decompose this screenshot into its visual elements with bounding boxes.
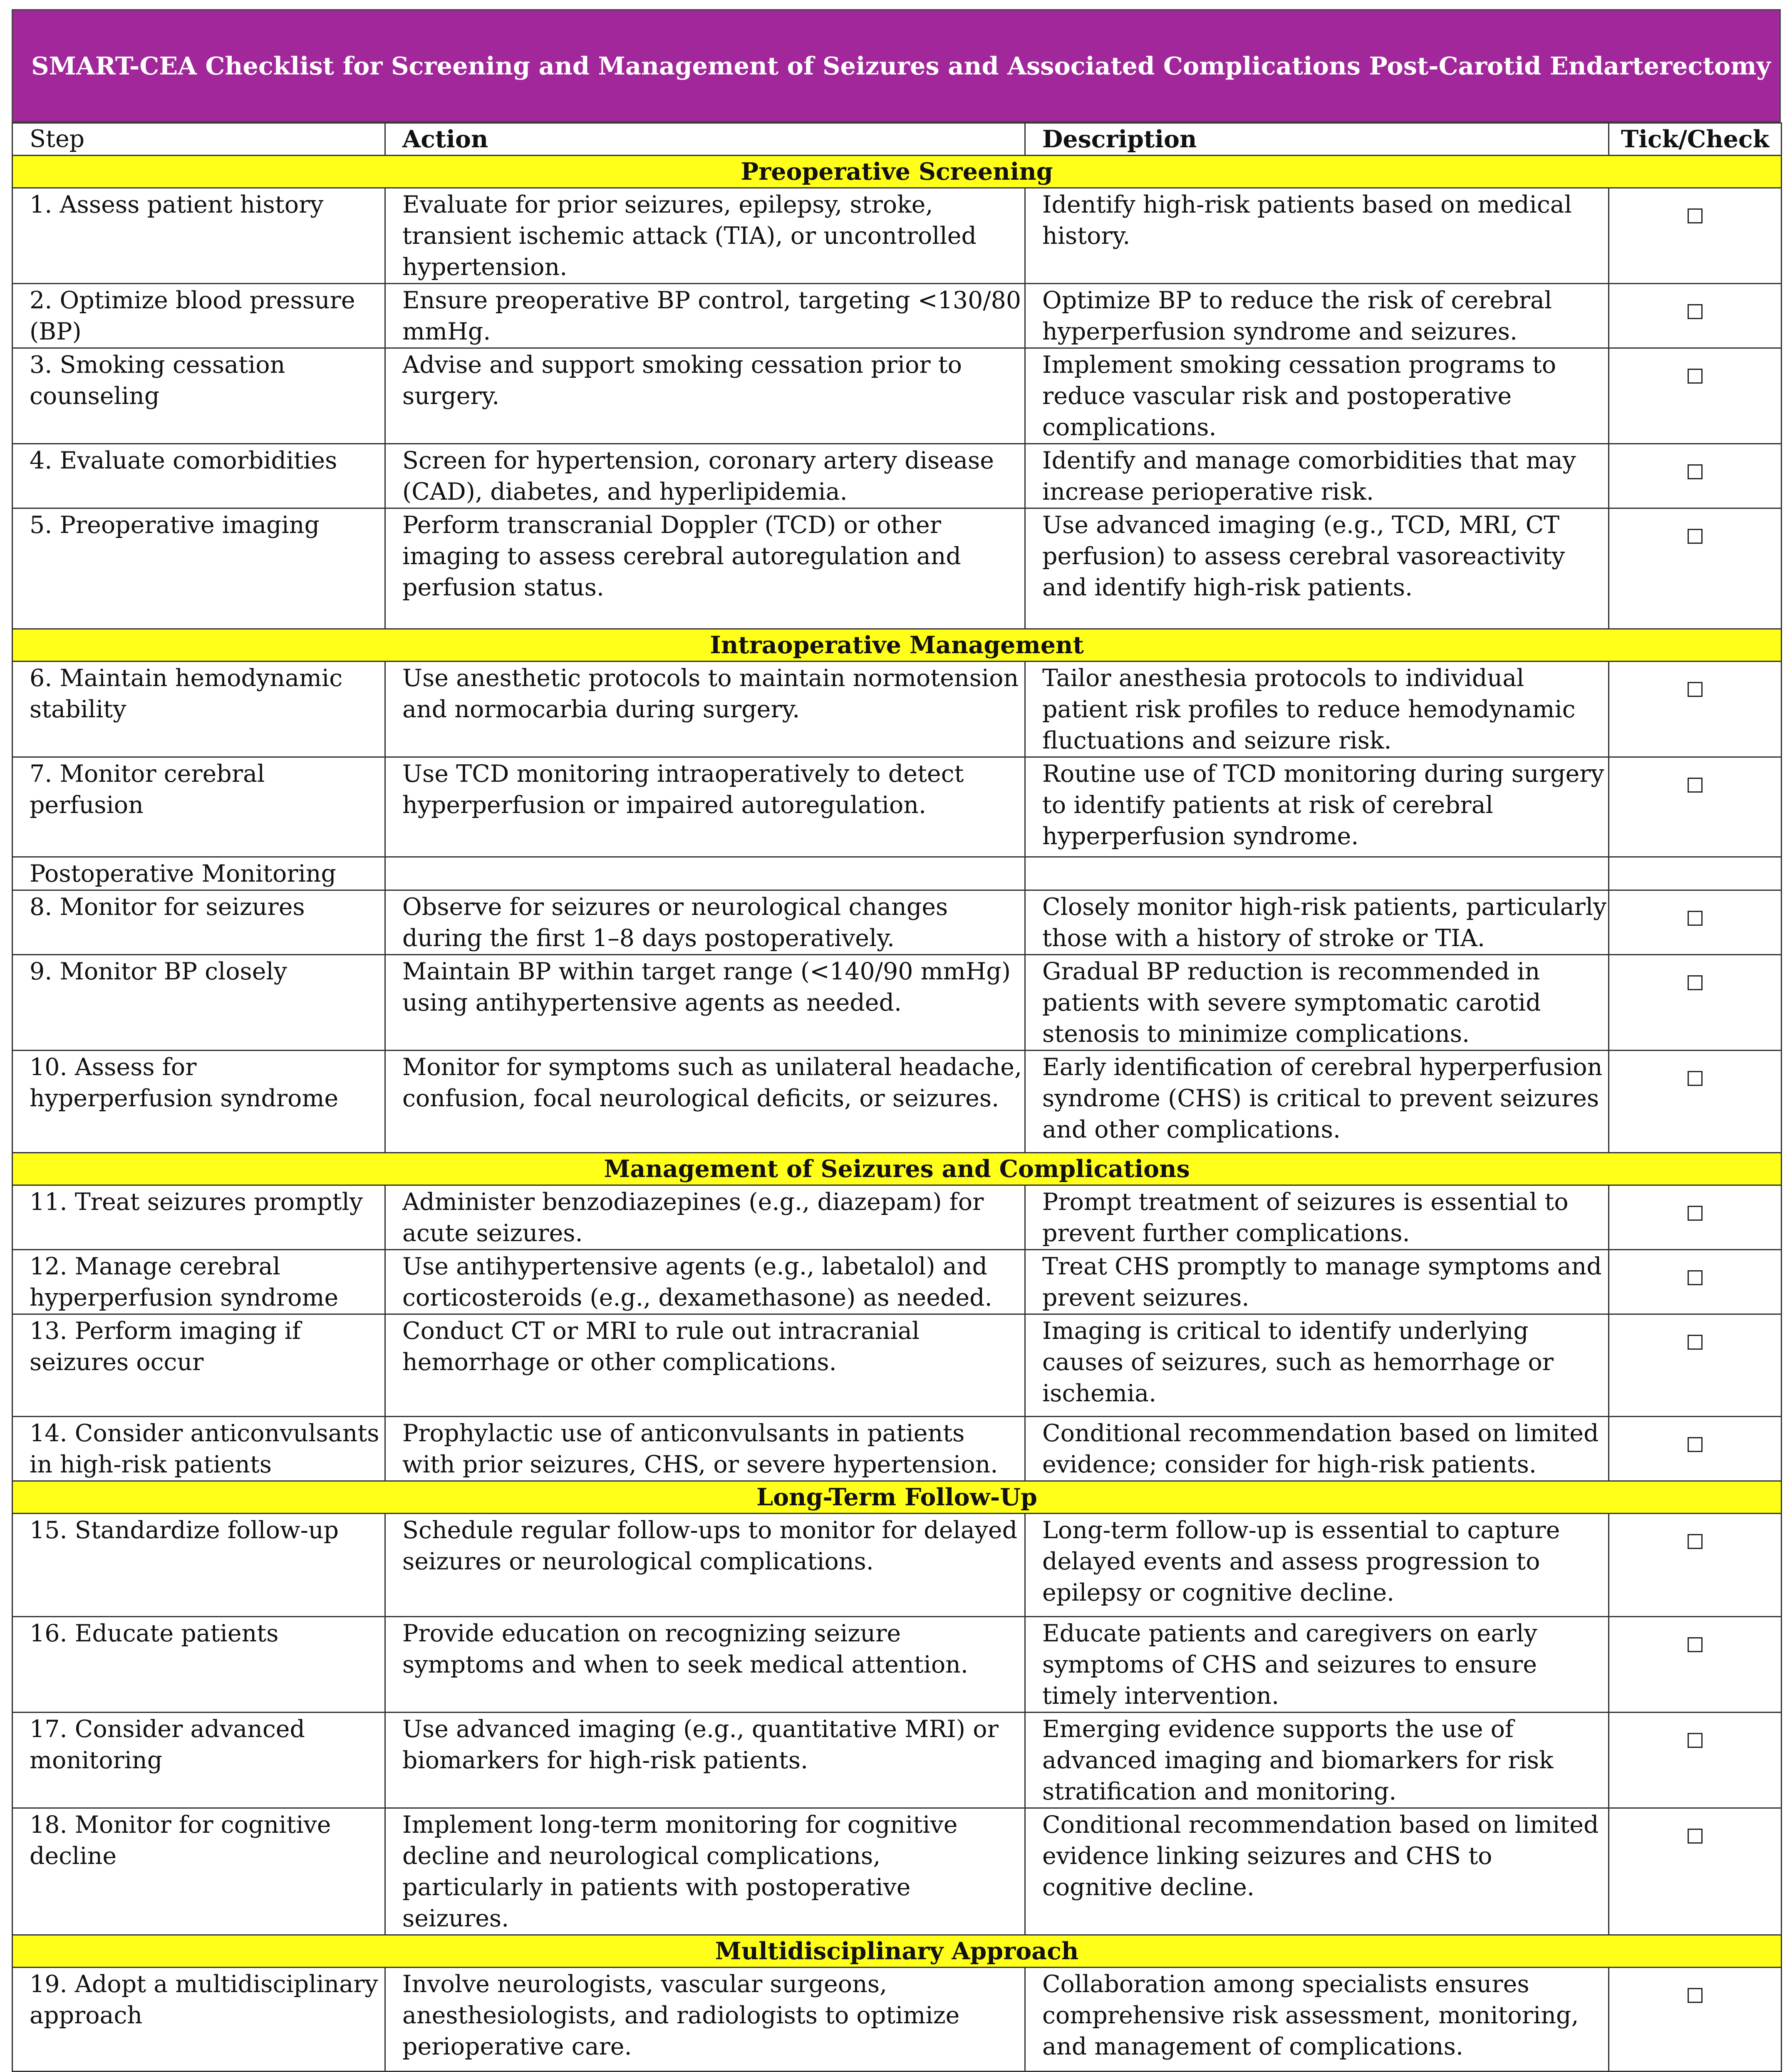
table-row <box>12 757 1782 857</box>
section-header-plain <box>12 857 1782 890</box>
checkbox[interactable] <box>1688 1437 1703 1452</box>
step-cell: 4. Evaluate comorbidities <box>12 444 385 508</box>
checkbox[interactable] <box>1688 1270 1703 1285</box>
step-cell: 16. Educate patients <box>12 1617 385 1713</box>
section-label: Preoperative Screening <box>12 156 1782 188</box>
action-cell: Schedule regular follow-ups to monitor for delayed seizures or neurological complications. <box>385 1514 1025 1617</box>
header-tick: Tick/Check <box>1609 123 1782 156</box>
description-cell: Use advanced imaging (e.g., TCD, MRI, CT perfusion) to assess cerebral vasoreactivity and identify high-risk patients. <box>1025 508 1609 629</box>
step-cell: 19. Adopt a multidisciplinary approach <box>12 1968 385 2072</box>
action-cell: Evaluate for prior seizures, epilepsy, stroke, transient ischemic attack (TIA), or uncontrolled hypertension. <box>385 188 1025 284</box>
checklist-document <box>12 9 1781 2060</box>
table-header-row <box>12 123 1782 156</box>
tick-cell <box>1609 284 1782 348</box>
action-cell: Screen for hypertension, coronary artery disease (CAD), diabetes, and hyperlipidemia. <box>385 444 1025 508</box>
description-cell: Optimize BP to reduce the risk of cerebral hyperperfusion syndrome and seizures. <box>1025 284 1609 348</box>
step-cell: 6. Maintain hemodynamic stability <box>12 662 385 757</box>
step-cell: 12. Manage cerebral hyperperfusion syndrome <box>12 1250 385 1314</box>
table-row <box>12 508 1782 629</box>
tick-cell <box>1609 1051 1782 1153</box>
tick-cell <box>1609 1417 1782 1481</box>
section-label: Long-Term Follow-Up <box>12 1481 1782 1514</box>
tick-cell <box>1609 1808 1782 1935</box>
table-row <box>12 955 1782 1051</box>
section-header <box>12 1935 1782 1968</box>
step-cell: 1. Assess patient history <box>12 188 385 284</box>
table-row <box>12 890 1782 955</box>
table-row <box>12 1051 1782 1153</box>
section-label: Intraoperative Management <box>12 629 1782 662</box>
tick-cell <box>1609 188 1782 284</box>
description-cell: Identify high-risk patients based on medical history. <box>1025 188 1609 284</box>
table-row <box>12 1514 1782 1617</box>
table-row <box>12 188 1782 284</box>
tick-cell <box>1609 1514 1782 1617</box>
description-cell: Prompt treatment of seizures is essential to prevent further complications. <box>1025 1185 1609 1250</box>
tick-cell <box>1609 1713 1782 1808</box>
action-cell: Maintain BP within target range (<140/90 mmHg) using antihypertensive agents as needed. <box>385 955 1025 1051</box>
step-cell: 18. Monitor for cognitive decline <box>12 1808 385 1935</box>
table-row <box>12 1713 1782 1808</box>
description-cell: Collaboration among specialists ensures comprehensive risk assessment, monitoring, and management of complications. <box>1025 1968 1609 2072</box>
action-cell: Use TCD monitoring intraoperatively to detect hyperperfusion or impaired autoregulation. <box>385 757 1025 857</box>
step-cell: 17. Consider advanced monitoring <box>12 1713 385 1808</box>
table-row <box>12 662 1782 757</box>
table-row <box>12 1314 1782 1417</box>
description-cell: Tailor anesthesia protocols to individual patient risk profiles to reduce hemodynamic fluctuations and seizure risk. <box>1025 662 1609 757</box>
section-header <box>12 1481 1782 1514</box>
tick-cell <box>1609 508 1782 629</box>
section-label: Management of Seizures and Complications <box>12 1153 1782 1185</box>
table-row <box>12 444 1782 508</box>
checkbox[interactable] <box>1688 682 1703 697</box>
checkbox[interactable] <box>1688 529 1703 544</box>
checkbox[interactable] <box>1688 975 1703 990</box>
step-cell: 11. Treat seizures promptly <box>12 1185 385 1250</box>
document-title: SMART-CEA Checklist for Screening and Management of Seizures and Associated Complications Post-Carotid Endarterectomy <box>12 9 1781 122</box>
action-cell: Use advanced imaging (e.g., quantitative MRI) or biomarkers for high-risk patients. <box>385 1713 1025 1808</box>
action-cell: Perform transcranial Doppler (TCD) or other imaging to assess cerebral autoregulation and perfusion status. <box>385 508 1025 629</box>
step-cell: 15. Standardize follow-up <box>12 1514 385 1617</box>
checkbox[interactable] <box>1688 778 1703 793</box>
tick-cell <box>1609 955 1782 1051</box>
step-cell: 9. Monitor BP closely <box>12 955 385 1051</box>
checkbox[interactable] <box>1688 1335 1703 1350</box>
action-cell: Ensure preoperative BP control, targeting <130/80 mmHg. <box>385 284 1025 348</box>
description-cell: Long-term follow-up is essential to capture delayed events and assess progression to epilepsy or cognitive decline. <box>1025 1514 1609 1617</box>
description-cell: Educate patients and caregivers on early symptoms of CHS and seizures to ensure timely intervention. <box>1025 1617 1609 1713</box>
action-cell: Involve neurologists, vascular surgeons, anesthesiologists, and radiologists to optimize perioperative care. <box>385 1968 1025 2072</box>
tick-cell <box>1609 1250 1782 1314</box>
section-header <box>12 1153 1782 1185</box>
action-cell: Advise and support smoking cessation prior to surgery. <box>385 348 1025 444</box>
checkbox[interactable] <box>1688 1829 1703 1844</box>
description-cell: Routine use of TCD monitoring during surgery to identify patients at risk of cerebral hyperperfusion syndrome. <box>1025 757 1609 857</box>
description-cell: Closely monitor high-risk patients, particularly those with a history of stroke or TIA. <box>1025 890 1609 955</box>
tick-cell <box>1609 348 1782 444</box>
checklist-table <box>12 122 1782 2072</box>
description-cell: Identify and manage comorbidities that may increase perioperative risk. <box>1025 444 1609 508</box>
header-description: Description <box>1025 123 1609 156</box>
checkbox[interactable] <box>1688 464 1703 479</box>
description-cell: Imaging is critical to identify underlying causes of seizures, such as hemorrhage or ischemia. <box>1025 1314 1609 1417</box>
action-cell: Implement long-term monitoring for cognitive decline and neurological complications, particularly in patients with postoperative seizures. <box>385 1808 1025 1935</box>
tick-cell <box>1609 1314 1782 1417</box>
tick-cell <box>1609 890 1782 955</box>
action-cell: Use anesthetic protocols to maintain normotension and normocarbia during surgery. <box>385 662 1025 757</box>
description-cell: Gradual BP reduction is recommended in patients with severe symptomatic carotid stenosis to minimize complications. <box>1025 955 1609 1051</box>
tick-cell <box>1609 1185 1782 1250</box>
action-cell: Conduct CT or MRI to rule out intracranial hemorrhage or other complications. <box>385 1314 1025 1417</box>
description-cell: Implement smoking cessation programs to reduce vascular risk and postoperative complications. <box>1025 348 1609 444</box>
action-cell: Observe for seizures or neurological changes during the first 1–8 days postoperatively. <box>385 890 1025 955</box>
step-cell: 3. Smoking cessation counseling <box>12 348 385 444</box>
header-step: Step <box>12 123 385 156</box>
description-cell: Emerging evidence supports the use of advanced imaging and biomarkers for risk stratification and monitoring. <box>1025 1713 1609 1808</box>
step-cell: 5. Preoperative imaging <box>12 508 385 629</box>
tick-cell <box>1609 444 1782 508</box>
checkbox[interactable] <box>1688 208 1703 223</box>
table-row <box>12 1968 1782 2072</box>
step-cell: 14. Consider anticonvulsants in high-risk patients <box>12 1417 385 1481</box>
table-row <box>12 284 1782 348</box>
action-cell: Prophylactic use of anticonvulsants in patients with prior seizures, CHS, or severe hypertension. <box>385 1417 1025 1481</box>
step-cell: 10. Assess for hyperperfusion syndrome <box>12 1051 385 1153</box>
checkbox[interactable] <box>1688 911 1703 926</box>
checkbox[interactable] <box>1688 369 1703 384</box>
action-cell: Use antihypertensive agents (e.g., labetalol) and corticosteroids (e.g., dexamethasone) as needed. <box>385 1250 1025 1314</box>
step-cell: 8. Monitor for seizures <box>12 890 385 955</box>
table-row <box>12 1185 1782 1250</box>
table-row <box>12 1808 1782 1935</box>
checkbox[interactable] <box>1688 1988 1703 2003</box>
section-header <box>12 629 1782 662</box>
tick-cell <box>1609 757 1782 857</box>
description-cell: Treat CHS promptly to manage symptoms and prevent seizures. <box>1025 1250 1609 1314</box>
section-label: Multidisciplinary Approach <box>12 1935 1782 1968</box>
action-cell: Monitor for symptoms such as unilateral headache, confusion, focal neurological deficits, or seizures. <box>385 1051 1025 1153</box>
header-action: Action <box>385 123 1025 156</box>
tick-cell <box>1609 1968 1782 2072</box>
checkbox[interactable] <box>1688 1071 1703 1086</box>
table-row <box>12 1417 1782 1481</box>
checkbox[interactable] <box>1688 1733 1703 1748</box>
tick-cell <box>1609 1617 1782 1713</box>
step-cell: 13. Perform imaging if seizures occur <box>12 1314 385 1417</box>
table-row <box>12 1617 1782 1713</box>
checkbox[interactable] <box>1688 1206 1703 1221</box>
action-cell: Administer benzodiazepines (e.g., diazepam) for acute seizures. <box>385 1185 1025 1250</box>
step-cell: 7. Monitor cerebral perfusion <box>12 757 385 857</box>
step-cell: 2. Optimize blood pressure (BP) <box>12 284 385 348</box>
checkbox[interactable] <box>1688 1534 1703 1549</box>
checkbox[interactable] <box>1688 1637 1703 1652</box>
description-cell: Conditional recommendation based on limited evidence; consider for high-risk patients. <box>1025 1417 1609 1481</box>
table-row <box>12 348 1782 444</box>
checkbox[interactable] <box>1688 304 1703 319</box>
section-header <box>12 156 1782 188</box>
description-cell: Early identification of cerebral hyperperfusion syndrome (CHS) is critical to prevent seizures and other complications. <box>1025 1051 1609 1153</box>
table-row <box>12 1250 1782 1314</box>
action-cell: Provide education on recognizing seizure symptoms and when to seek medical attention. <box>385 1617 1025 1713</box>
description-cell: Conditional recommendation based on limited evidence linking seizures and CHS to cognitive decline. <box>1025 1808 1609 1935</box>
section-label: Postoperative Monitoring <box>12 857 385 890</box>
tick-cell <box>1609 662 1782 757</box>
